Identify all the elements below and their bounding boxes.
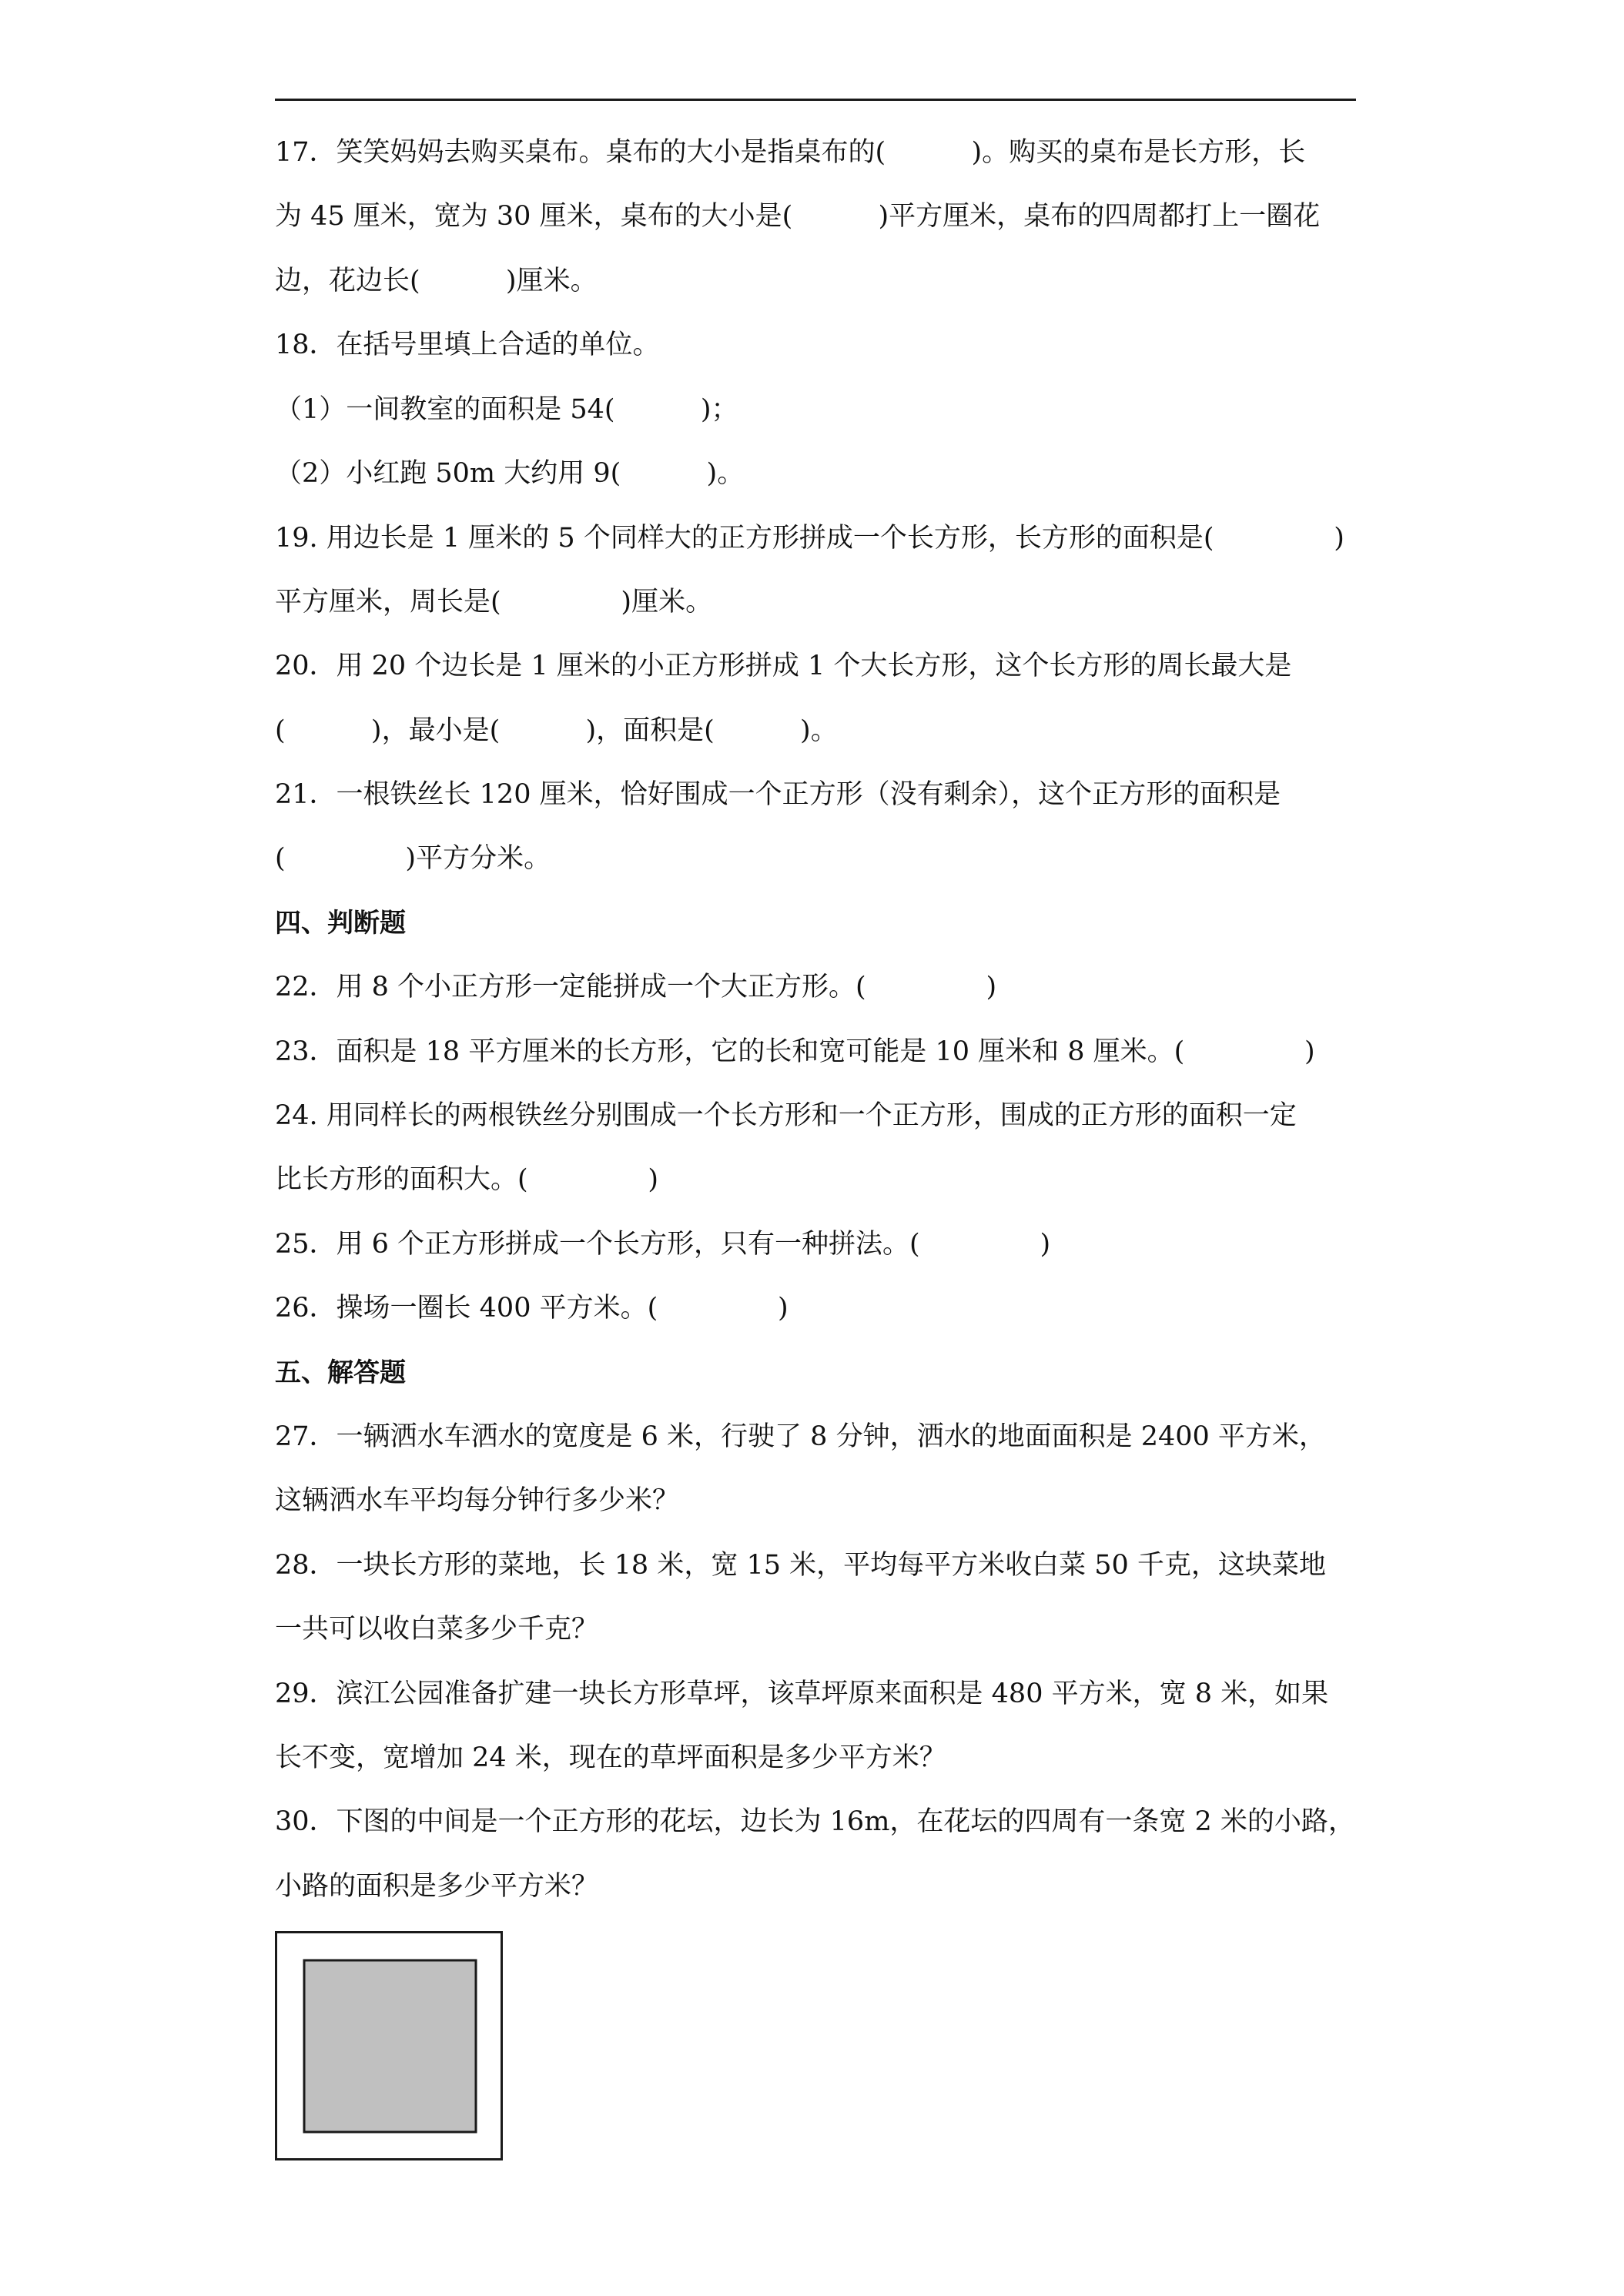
q18-item-1: （1）一间教室的面积是 54( )； [275, 394, 738, 425]
q30-line-1: 30．下图的中间是一个正方形的花坛，边长为 16m，在花坛的四周有一条宽 2 米的小路， [275, 1806, 1355, 1837]
section-heading-answer: 五、解答题 [275, 1357, 406, 1388]
q18-item-2: （2）小红跑 50m 大约用 9( )。 [275, 458, 745, 489]
q18-title: 18．在括号里填上合适的单位。 [275, 330, 660, 360]
q30-line-2: 小路的面积是多少平方米？ [275, 1871, 599, 1902]
q20-line-2: ( )，最小是( )，面积是( )。 [275, 715, 838, 746]
square-flowerbed [304, 1960, 476, 2132]
q19-line-1: 19. 用边长是 1 厘米的 5 个同样大的正方形拼成一个长方形，长方形的面积是( ) [275, 523, 1344, 554]
q21-line-1: 21．一根铁丝长 120 厘米，恰好围成一个正方形（没有剩余），这个正方形的面积是 [275, 779, 1281, 810]
q21-line-2: ( )平方分米。 [275, 843, 551, 874]
q26-line: 26．操场一圈长 400 平方米。( ) [275, 1293, 789, 1324]
q17-line-1: 17．笑笑妈妈去购买桌布。桌布的大小是指桌布的( )。购买的桌布是长方形，长 [275, 137, 1306, 168]
flowerbed-path-figure [275, 1931, 503, 2160]
q28-line-2: 一共可以收白菜多少千克？ [275, 1614, 599, 1645]
q24-line-1: 24. 用同样长的两根铁丝分别围成一个长方形和一个正方形，围成的正方形的面积一定 [275, 1100, 1297, 1131]
top-rule [275, 99, 1356, 101]
q22-line: 22．用 8 个小正方形一定能拼成一个大正方形。( ) [275, 972, 997, 1002]
q25-line: 25．用 6 个正方形拼成一个长方形，只有一种拼法。( ) [275, 1229, 1051, 1260]
q19-line-2: 平方厘米，周长是( )厘米。 [275, 587, 713, 618]
q24-line-2: 比长方形的面积大。( ) [275, 1164, 659, 1195]
q17-line-3: 边，花边长( )厘米。 [275, 266, 598, 296]
q27-line-1: 27．一辆洒水车洒水的宽度是 6 米，行驶了 8 分钟，洒水的地面面积是 2400 平方米， [275, 1421, 1326, 1452]
q23-line: 23．面积是 18 平方厘米的长方形，它的长和宽可能是 10 厘米和 8 厘米。( ) [275, 1036, 1315, 1067]
q29-line-2: 长不变，宽增加 24 米，现在的草坪面积是多少平方米？ [275, 1742, 946, 1773]
q17-line-2: 为 45 厘米，宽为 30 厘米，桌布的大小是( )平方厘米，桌布的四周都打上一圈花 [275, 201, 1321, 232]
q20-line-1: 20．用 20 个边长是 1 厘米的小正方形拼成 1 个大长方形，这个长方形的周长最大是 [275, 651, 1292, 681]
q28-line-1: 28．一块长方形的菜地，长 18 米，宽 15 米，平均每平方米收白菜 50 千克，这块菜地 [275, 1550, 1326, 1581]
q27-line-2: 这辆洒水车平均每分钟行多少米？ [275, 1485, 680, 1516]
q29-line-1: 29．滨江公园准备扩建一块长方形草坪，该草坪原来面积是 480 平方米，宽 8 米，如果 [275, 1678, 1329, 1709]
section-heading-judgment: 四、判断题 [275, 908, 406, 939]
